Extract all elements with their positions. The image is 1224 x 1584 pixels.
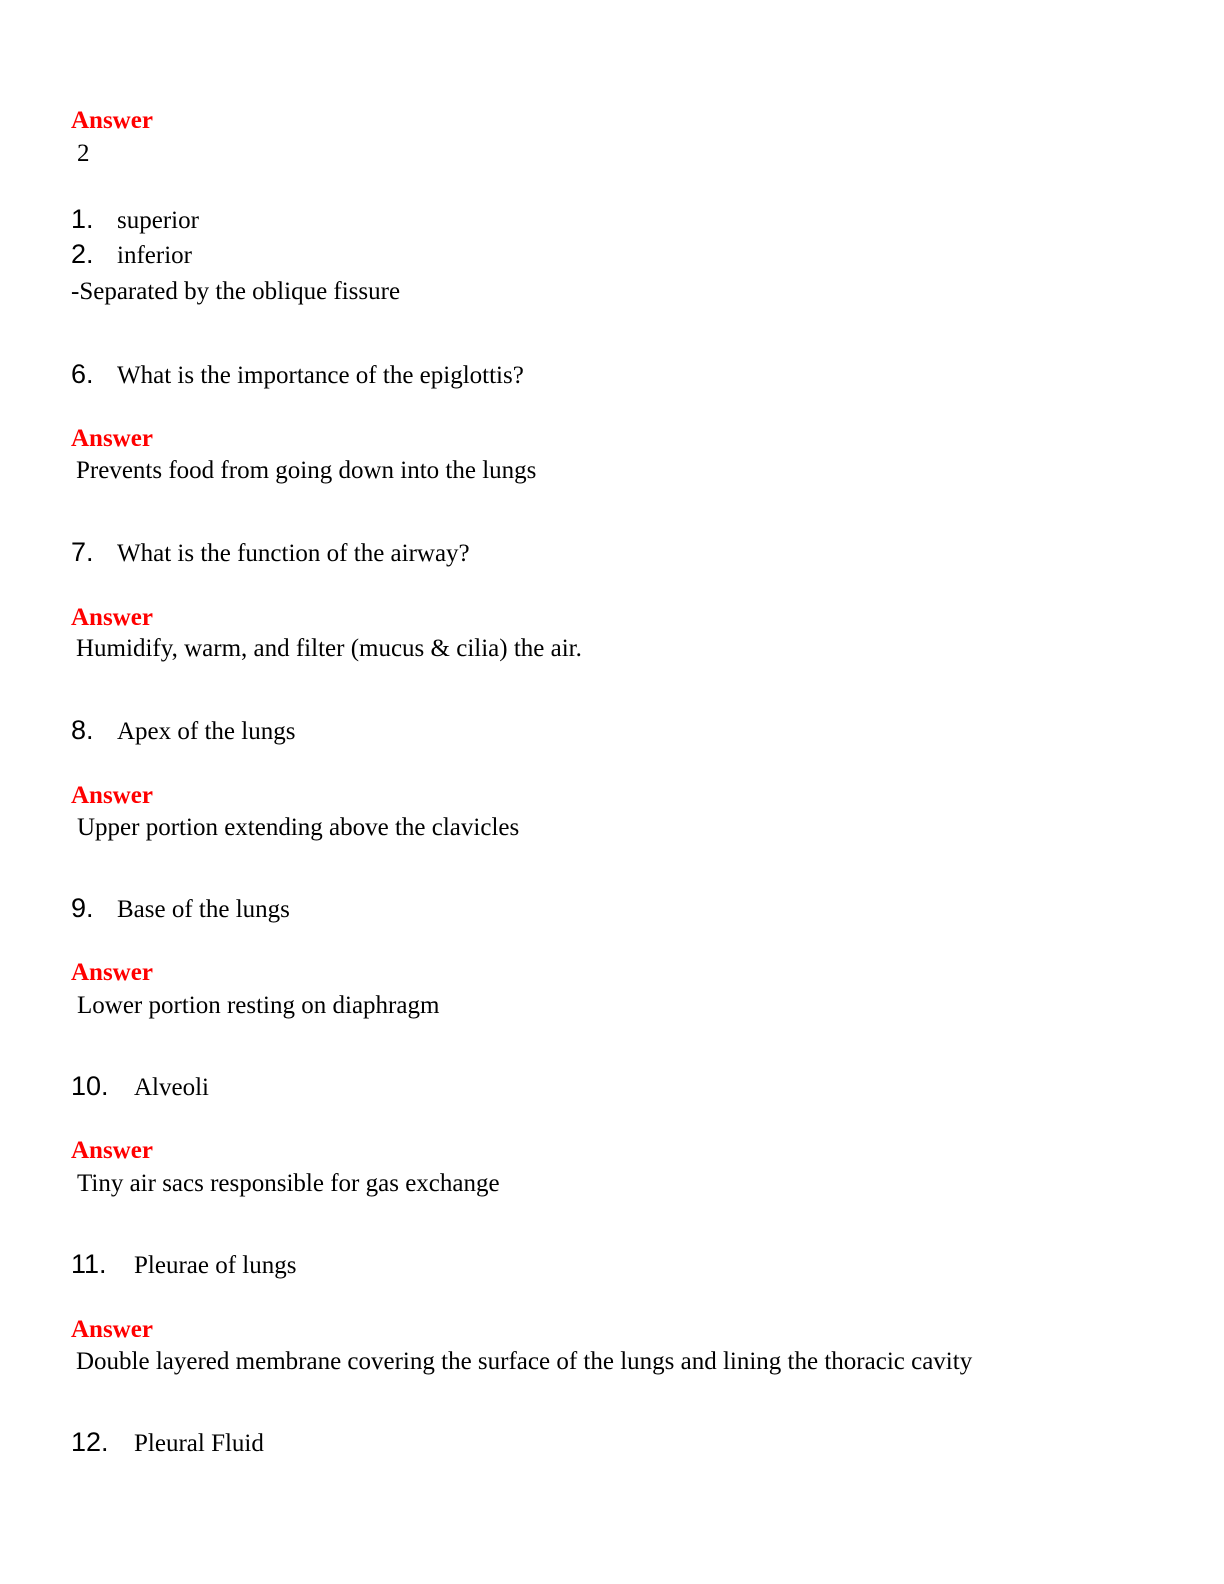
answer-label: Answer xyxy=(71,107,153,134)
question-text: Base of the lungs xyxy=(117,896,290,923)
question-number: 10. xyxy=(71,1071,109,1101)
answer-text: Upper portion extending above the clavicles xyxy=(77,814,520,841)
answer-label: Answer xyxy=(71,425,153,452)
answer-label: Answer xyxy=(71,959,153,986)
question-number: 11. xyxy=(71,1249,107,1279)
answer-text: 2 xyxy=(77,140,90,167)
answer-text: Lower portion resting on diaphragm xyxy=(77,992,440,1019)
question-number: 8. xyxy=(71,715,94,745)
answer-note: -Separated by the oblique fissure xyxy=(71,278,401,305)
question-number: 6. xyxy=(71,359,94,389)
answer-text: Prevents food from going down into the lungs xyxy=(76,457,537,484)
question-text: Alveoli xyxy=(134,1074,209,1101)
answer-label: Answer xyxy=(71,1316,153,1343)
answer-label: Answer xyxy=(71,604,153,631)
list-item-number: 1. xyxy=(71,204,94,234)
question-text: Apex of the lungs xyxy=(117,718,296,745)
question-number: 9. xyxy=(71,893,94,923)
question-text: What is the importance of the epiglottis? xyxy=(117,362,524,389)
answer-label: Answer xyxy=(71,1137,153,1164)
answer-text: Tiny air sacs responsible for gas exchange xyxy=(77,1170,500,1197)
question-number: 12. xyxy=(71,1427,109,1457)
question-text: What is the function of the airway? xyxy=(117,540,470,567)
answer-label: Answer xyxy=(71,782,153,809)
question-number: 7. xyxy=(71,537,94,567)
question-text: Pleural Fluid xyxy=(134,1430,264,1457)
answer-text: Humidify, warm, and filter (mucus & cilia) the air. xyxy=(76,635,582,662)
list-item-text: inferior xyxy=(117,242,192,269)
question-text: Pleurae of lungs xyxy=(134,1252,297,1279)
list-item-text: superior xyxy=(117,207,199,234)
list-item-number: 2. xyxy=(71,239,94,269)
answer-text: Double layered membrane covering the surface of the lungs and lining the thoracic cavity xyxy=(76,1348,973,1375)
